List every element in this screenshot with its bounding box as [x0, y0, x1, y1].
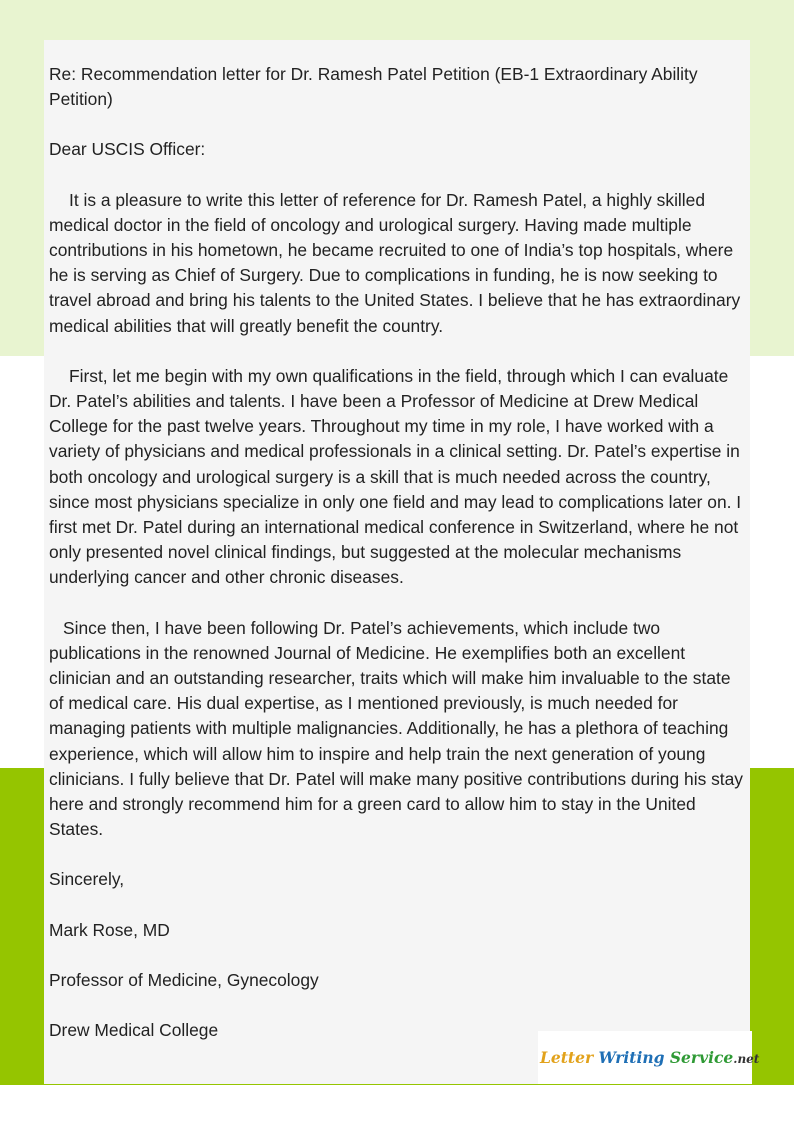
letter-paragraph-3: Since then, I have been following Dr. Patel’s achievements, which include two publications in the renowned Journal of Medicine. He exemplifies both an excellent clinician and an outstanding researcher, traits which will make him invaluable to the state of medical care. His dual expertise, as I mentioned previously, is much needed for managing patients with multiple malignancies. Additionally, he has a plethora of teaching experience, which will allow him to inspire and help train the next generation of young clinicians. I fully believe that Dr. Patel will make many positive contributions during his stay here and strongly recommend him for a green card to allow him to stay in the United States.: [49, 617, 744, 840]
letter-closing: Sincerely,: [49, 869, 125, 890]
signer-organization: Drew Medical College: [49, 1020, 219, 1041]
letter-salutation: Dear USCIS Officer:: [49, 139, 206, 160]
background-band-bottom: [0, 1085, 794, 1123]
logo-text: [540, 1048, 759, 1067]
signer-title: Professor of Medicine, Gynecology: [49, 969, 319, 990]
logo-text-writing: Writing: [598, 1048, 665, 1067]
letter-subject: Re: Recommendation letter for Dr. Ramesh Patel Petition (EB-1 Extraordinary Ability Petition): [49, 64, 698, 110]
letter-body: [49, 62, 749, 1043]
logo-text-net: .net: [733, 1052, 760, 1066]
site-logo[interactable]: [538, 1031, 760, 1084]
logo-text-letter: Letter: [540, 1048, 594, 1067]
letter-paragraph-1: It is a pleasure to write this letter of reference for Dr. Ramesh Patel, a highly skilled medical doctor in the field of oncology and urological surgery. Having made multiple contributions in his hometown, he became recruited to one of India’s top hospitals, where he is serving as Chief of Surgery. Due to complications in funding, he is now seeking to travel abroad and bring his talents to the United States. I believe that he has extraordinary medical abilities that will greatly benefit the country.: [49, 189, 741, 336]
letter-paragraph-2: First, let me begin with my own qualifications in the field, through which I can evaluate Dr. Patel’s abilities and talents. I have been a Professor of Medicine at Drew Medical College for the past twelve years. Throughout my time in my role, I have worked with a variety of physicians and medical professionals in a clinical setting. Dr. Patel’s expertise in both oncology and urological surgery is a skill that is much needed across the country, since most physicians specialize in only one field and may lead to complications later on. I first met Dr. Patel during an international medical conference in Switzerland, where he not only presented novel clinical findings, but suggested at the molecular mechanisms underlying cancer and other chronic diseases.: [49, 365, 742, 588]
signer-name: Mark Rose, MD: [49, 919, 170, 940]
logo-text-service: Service: [669, 1048, 734, 1067]
